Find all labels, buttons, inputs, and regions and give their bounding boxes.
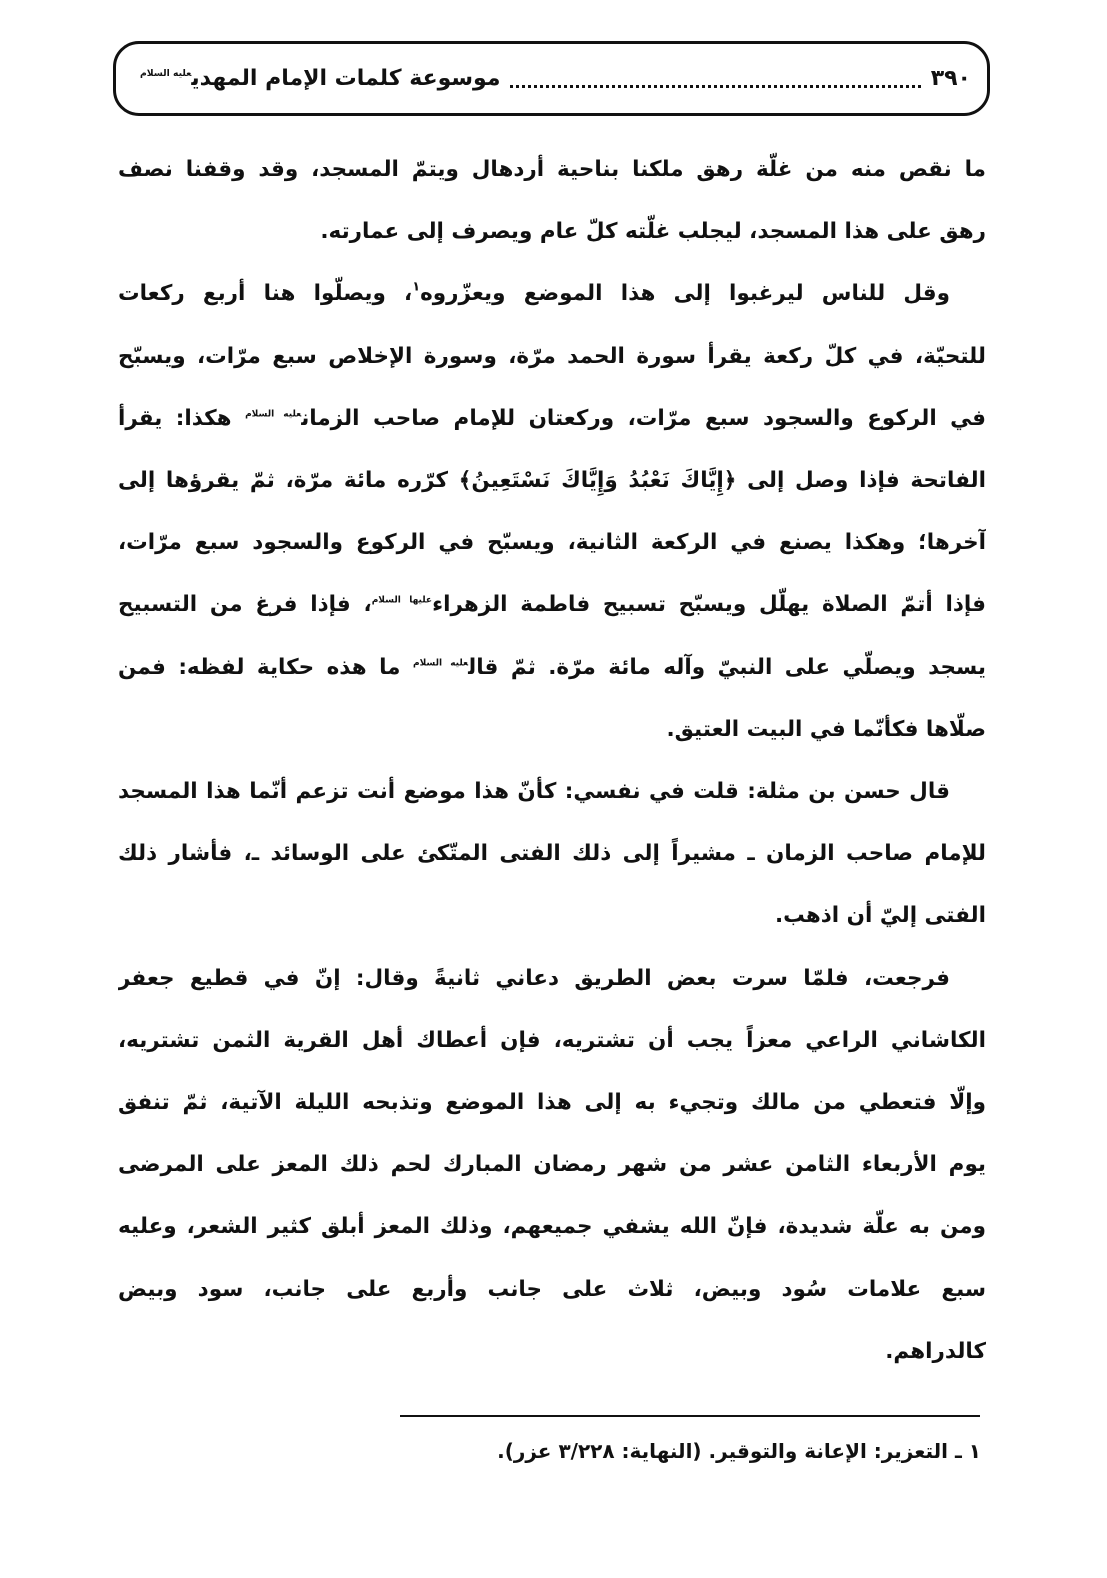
paragraph-2-line-7-text-a: يسجد ويصلّي على النبيّ وآله مائة مرّة. ثمّ قال — [468, 654, 986, 680]
page-number: ٣٩٠ — [930, 65, 971, 91]
paragraph-4-line-4: يوم الأربعاء الثامن عشر من شهر رمضان المبارك لحم ذلك المعز على المرضى — [118, 1152, 986, 1178]
footnote-reference: ١ — [412, 279, 421, 295]
paragraph-2-line-1-text-b: ، ويصلّوا هنا أربع ركعات — [118, 281, 413, 307]
paragraph-3-line-3: الفتى إليّ أن اذهب. — [774, 903, 986, 929]
paragraph-2-line-1-text-a: وقل للناس ليرغبوا إلى هذا الموضع ويعزّروه — [420, 281, 950, 307]
dot-leader — [510, 85, 920, 88]
paragraph-2-line-4: الفاتحة فإذا وصل إلى ﴿إِيَّاكَ نَعْبُدُ وَإِيَّاكَ نَسْتَعِينُ﴾ كرّره مائة مرّة، ثمّ يقرؤها إلى — [118, 468, 986, 494]
paragraph-2-line-6-text-b: ، فإذا فرغ من التسبيح — [118, 592, 372, 618]
paragraph-4-line-6: سبع علامات سُود وبيض، ثلاث على جانب وأربع على جانب، سود وبيض — [118, 1276, 986, 1302]
paragraph-2-line-2: للتحيّة، في كلّ ركعة يقرأ سورة الحمد مرّة، وسورة الإخلاص سبع مرّات، ويسبّح — [118, 343, 986, 369]
paragraph-4-line-3: وإلّا فتعطي من مالك وتجيء به إلى هذا الموضع وتذبحه الليلة الآتية، ثمّ تنفق — [118, 1090, 986, 1116]
book-title — [140, 64, 500, 94]
running-header — [113, 41, 990, 116]
paragraph-3-line-2: للإمام صاحب الزمان ـ مشيراً إلى ذلك الفتى المتّكئ على الوسائد ـ، فأشار ذلك — [118, 841, 986, 867]
honorific-ligature: عليه السلام — [245, 409, 302, 420]
paragraph-4-line-7: كالدراهم. — [885, 1338, 986, 1364]
paragraph-2-line-8: صلّاها فكأنّما في البيت العتيق. — [666, 716, 986, 742]
honorific-ligature: عليه السلام — [412, 658, 469, 669]
paragraph-4-line-2: الكاشاني الراعي معزاً يجب أن تشتريه، فإن أعطاك أهل القرية الثمن تشتريه، — [118, 1027, 986, 1053]
paragraph-3-line-1: قال حسن بن مثلة: قلت في نفسي: كأنّ هذا موضع أنت تزعم أنّما هذا المسجد — [118, 779, 950, 805]
honorific-ligature: عليه السلام — [140, 67, 192, 79]
paragraph-1-line-2: رهق على هذا المسجد، ليجلب غلّته كلّ عام ويصرف إلى عمارته. — [320, 219, 986, 245]
paragraph-2-line-3-text-b: هكذا: يقرأ — [118, 405, 246, 431]
paragraph-4-line-5: ومن به علّة شديدة، فإنّ الله يشفي جميعهم، وذلك المعز أبلق كثير الشعر، وعليه — [118, 1214, 986, 1240]
honorific-ligature: عليها السلام — [371, 595, 433, 606]
paragraph-2-line-6-text-a: فإذا أتمّ الصلاة يهلّل ويسبّح تسبيح فاطمة الزهراء — [432, 592, 986, 618]
paragraph-2-line-3-text-a: في الركوع والسجود سبع مرّات، وركعتان للإمام صاحب الزمان — [301, 405, 986, 431]
footnote-separator — [400, 1415, 980, 1417]
body-text — [118, 139, 986, 1383]
paragraph-1-line-1: ما نقص منه من غلّة رهق ملكنا بناحية أردهال ويتمّ المسجد، وقد وقفنا نصف — [118, 157, 986, 182]
paragraph-2-line-7 — [118, 637, 986, 699]
paragraph-2-line-1 — [118, 263, 986, 325]
paragraph-4-line-1: فرجعت، فلمّا سرت بعض الطريق دعاني ثانيةً وقال: إنّ في قطيع جعفر — [118, 965, 950, 991]
book-title-text: موسوعة كلمات الإمام المهدي — [191, 65, 501, 91]
paragraph-2-line-7-text-b: ما هذه حكاية لفظه: فمن — [118, 654, 413, 680]
paragraph-2-line-5: آخرها؛ وهكذا يصنع في الركعة الثانية، ويسبّح في الركوع والسجود سبع مرّات، — [118, 530, 986, 556]
footnote: ١ ـ التعزير: الإعانة والتوقير. (النهاية: ٣/٢٢٨ عزر). — [497, 1439, 981, 1463]
paragraph-2-line-6 — [118, 574, 986, 636]
paragraph-2-line-3 — [118, 388, 986, 450]
